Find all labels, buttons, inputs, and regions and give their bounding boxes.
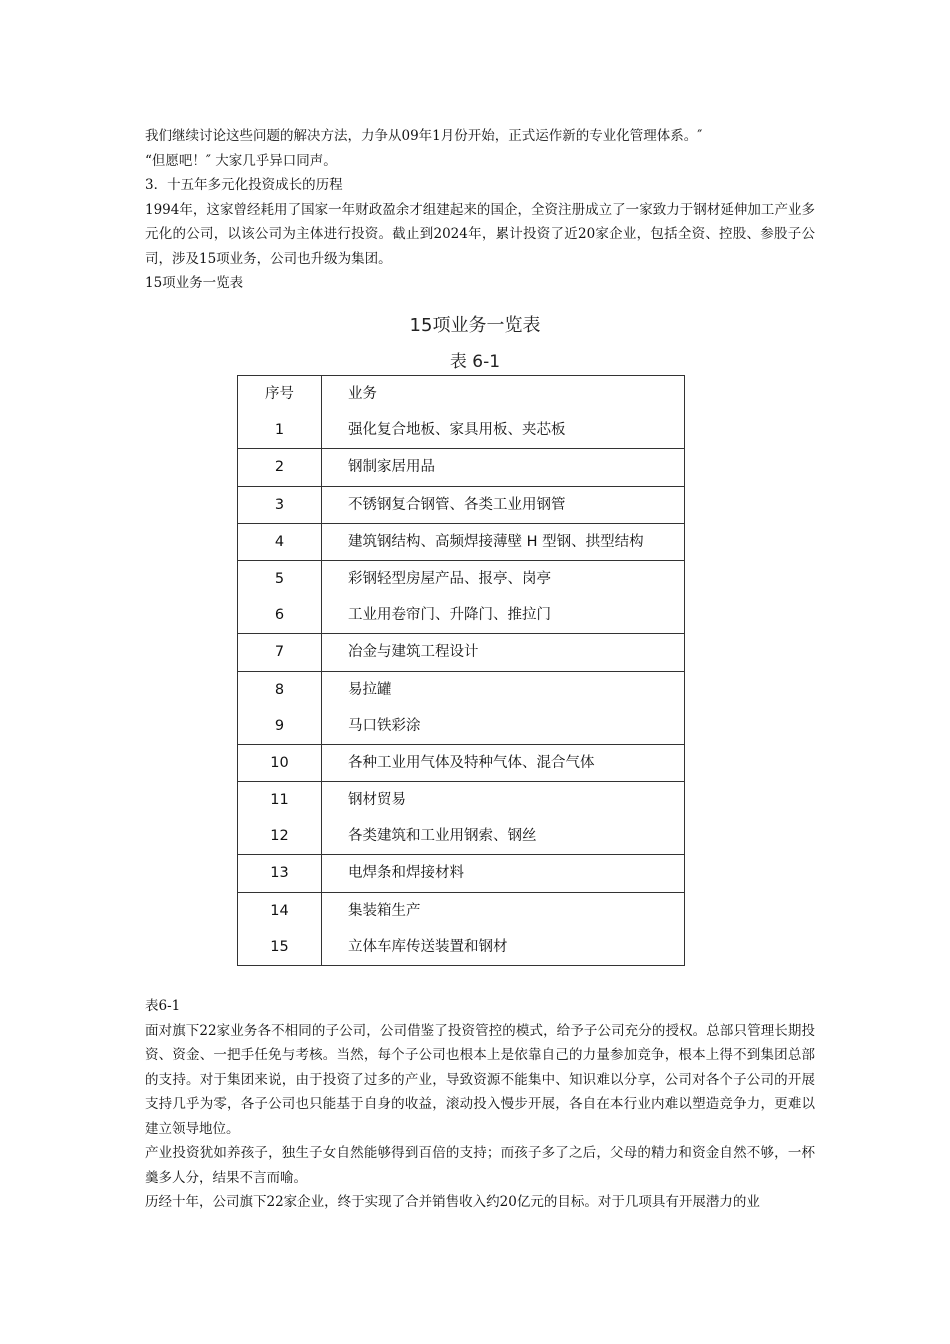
table-row — [238, 855, 685, 892]
sequence-number: 1 — [274, 422, 285, 439]
sequence-number: 11 — [270, 792, 289, 809]
business-cell — [322, 376, 685, 449]
sequence-cell — [238, 782, 322, 855]
table-row — [238, 486, 685, 523]
sequence-number: 5 — [274, 570, 285, 587]
business-name: 建筑钢结构、高频焊接薄壁 H 型钢、拱型结构 — [348, 533, 644, 550]
sequence-number: 4 — [274, 533, 285, 550]
table-row — [238, 671, 685, 744]
business-name: 彩钢轻型房屋产品、报亭、岗亭 — [348, 570, 551, 587]
sequence-cell — [238, 376, 322, 449]
table-number: 表 6-1 — [449, 352, 501, 372]
business-cell — [322, 892, 685, 965]
intro-text — [145, 124, 815, 296]
table-row — [238, 376, 685, 449]
business-name: 电焊条和焊接材料 — [348, 865, 464, 882]
table-row — [238, 634, 685, 671]
business-name: 各类建筑和工业用钢索、钢丝 — [348, 828, 537, 845]
business-name: 强化复合地板、家具用板、夹芯板 — [348, 422, 566, 439]
sequence-number: 13 — [270, 865, 289, 882]
table-row — [238, 744, 685, 781]
business-cell — [322, 560, 685, 633]
sequence-cell — [238, 560, 322, 633]
sequence-cell — [238, 855, 322, 892]
sequence-number: 10 — [270, 754, 289, 771]
sequence-number: 9 — [274, 717, 285, 734]
business-cell — [322, 671, 685, 744]
section-heading: 3．十五年多元化投资成长的历程 — [145, 177, 343, 193]
business-name: 钢制家居用品 — [348, 459, 435, 476]
sequence-number: 3 — [274, 496, 285, 513]
sequence-number: 8 — [274, 681, 285, 698]
table-title: 15项业务一览表 — [409, 315, 541, 336]
sequence-number: 7 — [274, 644, 285, 661]
business-name: 易拉罐 — [348, 681, 392, 698]
table-row — [238, 449, 685, 486]
column-header-sequence: 序号 — [265, 386, 294, 402]
business-cell — [322, 449, 685, 486]
sequence-cell — [238, 634, 322, 671]
table-row — [238, 892, 685, 965]
sequence-cell — [238, 671, 322, 744]
table-row — [238, 560, 685, 633]
business-cell — [322, 523, 685, 560]
business-cell — [322, 782, 685, 855]
business-name: 各种工业用气体及特种气体、混合气体 — [348, 754, 595, 771]
column-header-business: 业务 — [348, 386, 377, 402]
sequence-cell — [238, 486, 322, 523]
sequence-number: 14 — [270, 902, 289, 919]
business-name: 集装箱生产 — [348, 902, 421, 919]
table-label: 15项业务一览表 — [145, 275, 244, 291]
business-cell — [322, 634, 685, 671]
paragraph: 历经十年，公司旗下22家企业，终于实现了合并销售收入约20亿元的目标。对于几项具有开展潜力的业 — [145, 1194, 760, 1210]
sequence-cell — [238, 744, 322, 781]
business-name: 立体车库传送装置和钢材 — [348, 938, 508, 955]
table-row — [238, 523, 685, 560]
business-name: 马口铁彩涂 — [348, 717, 421, 734]
business-cell — [322, 744, 685, 781]
paragraph: “但愿吧！″ 大家几乎异口同声。 — [145, 152, 337, 169]
sequence-cell — [238, 892, 322, 965]
paragraph: 面对旗下22家业务各不相同的子公司，公司借鉴了投资管控的模式，给予子公司充分的授权。总部只管理长期投资、资金、一把手任免与考核。当然，每个子公司也根本上是依靠自己的力量参加竞争，根本上得不到集团总部的支持。对于集团来说，由于投资了过多的产业，导致资源不能集中、知识难以分享，公司对各个子公司的开展支持几乎为零，各子公司也只能基于自身的收益，滚动投入慢步开展，各自在本行业内难以塑造竞争力，更难以建立领导地位。 — [145, 1022, 815, 1137]
sequence-number: 6 — [274, 607, 285, 624]
sequence-number: 12 — [270, 828, 289, 845]
sequence-cell — [238, 523, 322, 560]
sequence-cell — [238, 449, 322, 486]
table-caption: 表6-1 — [145, 998, 181, 1014]
paragraph: 1994年，这家曾经耗用了国家一年财政盈余才组建起来的国企，全资注册成立了一家致力于钢材延伸加工产业多元化的公司，以该公司为主体进行投资。截止到2024年，累计投资了近20家企业，包括全资、控股、参股子公司，涉及15项业务，公司也升级为集团。 — [145, 201, 815, 267]
business-cell — [322, 855, 685, 892]
business-name: 不锈钢复合钢管、各类工业用钢管 — [348, 496, 566, 513]
sequence-number: 2 — [274, 459, 285, 476]
table-row — [238, 782, 685, 855]
body-text — [145, 994, 815, 1215]
sequence-number: 15 — [270, 938, 289, 955]
business-name: 钢材贸易 — [348, 792, 406, 809]
business-cell — [322, 486, 685, 523]
business-table — [237, 375, 685, 966]
paragraph: 我们继续讨论这些问题的解决方法，力争从09年1月份开始，正式运作新的专业化管理体系。″ — [145, 128, 703, 144]
business-name: 冶金与建筑工程设计 — [348, 644, 479, 661]
paragraph: 产业投资犹如养孩子，独生子女自然能够得到百倍的支持；而孩子多了之后，父母的精力和资金自然不够，一杯羹多人分，结果不言而喻。 — [145, 1145, 815, 1186]
business-name: 工业用卷帘门、升降门、推拉门 — [348, 607, 551, 624]
